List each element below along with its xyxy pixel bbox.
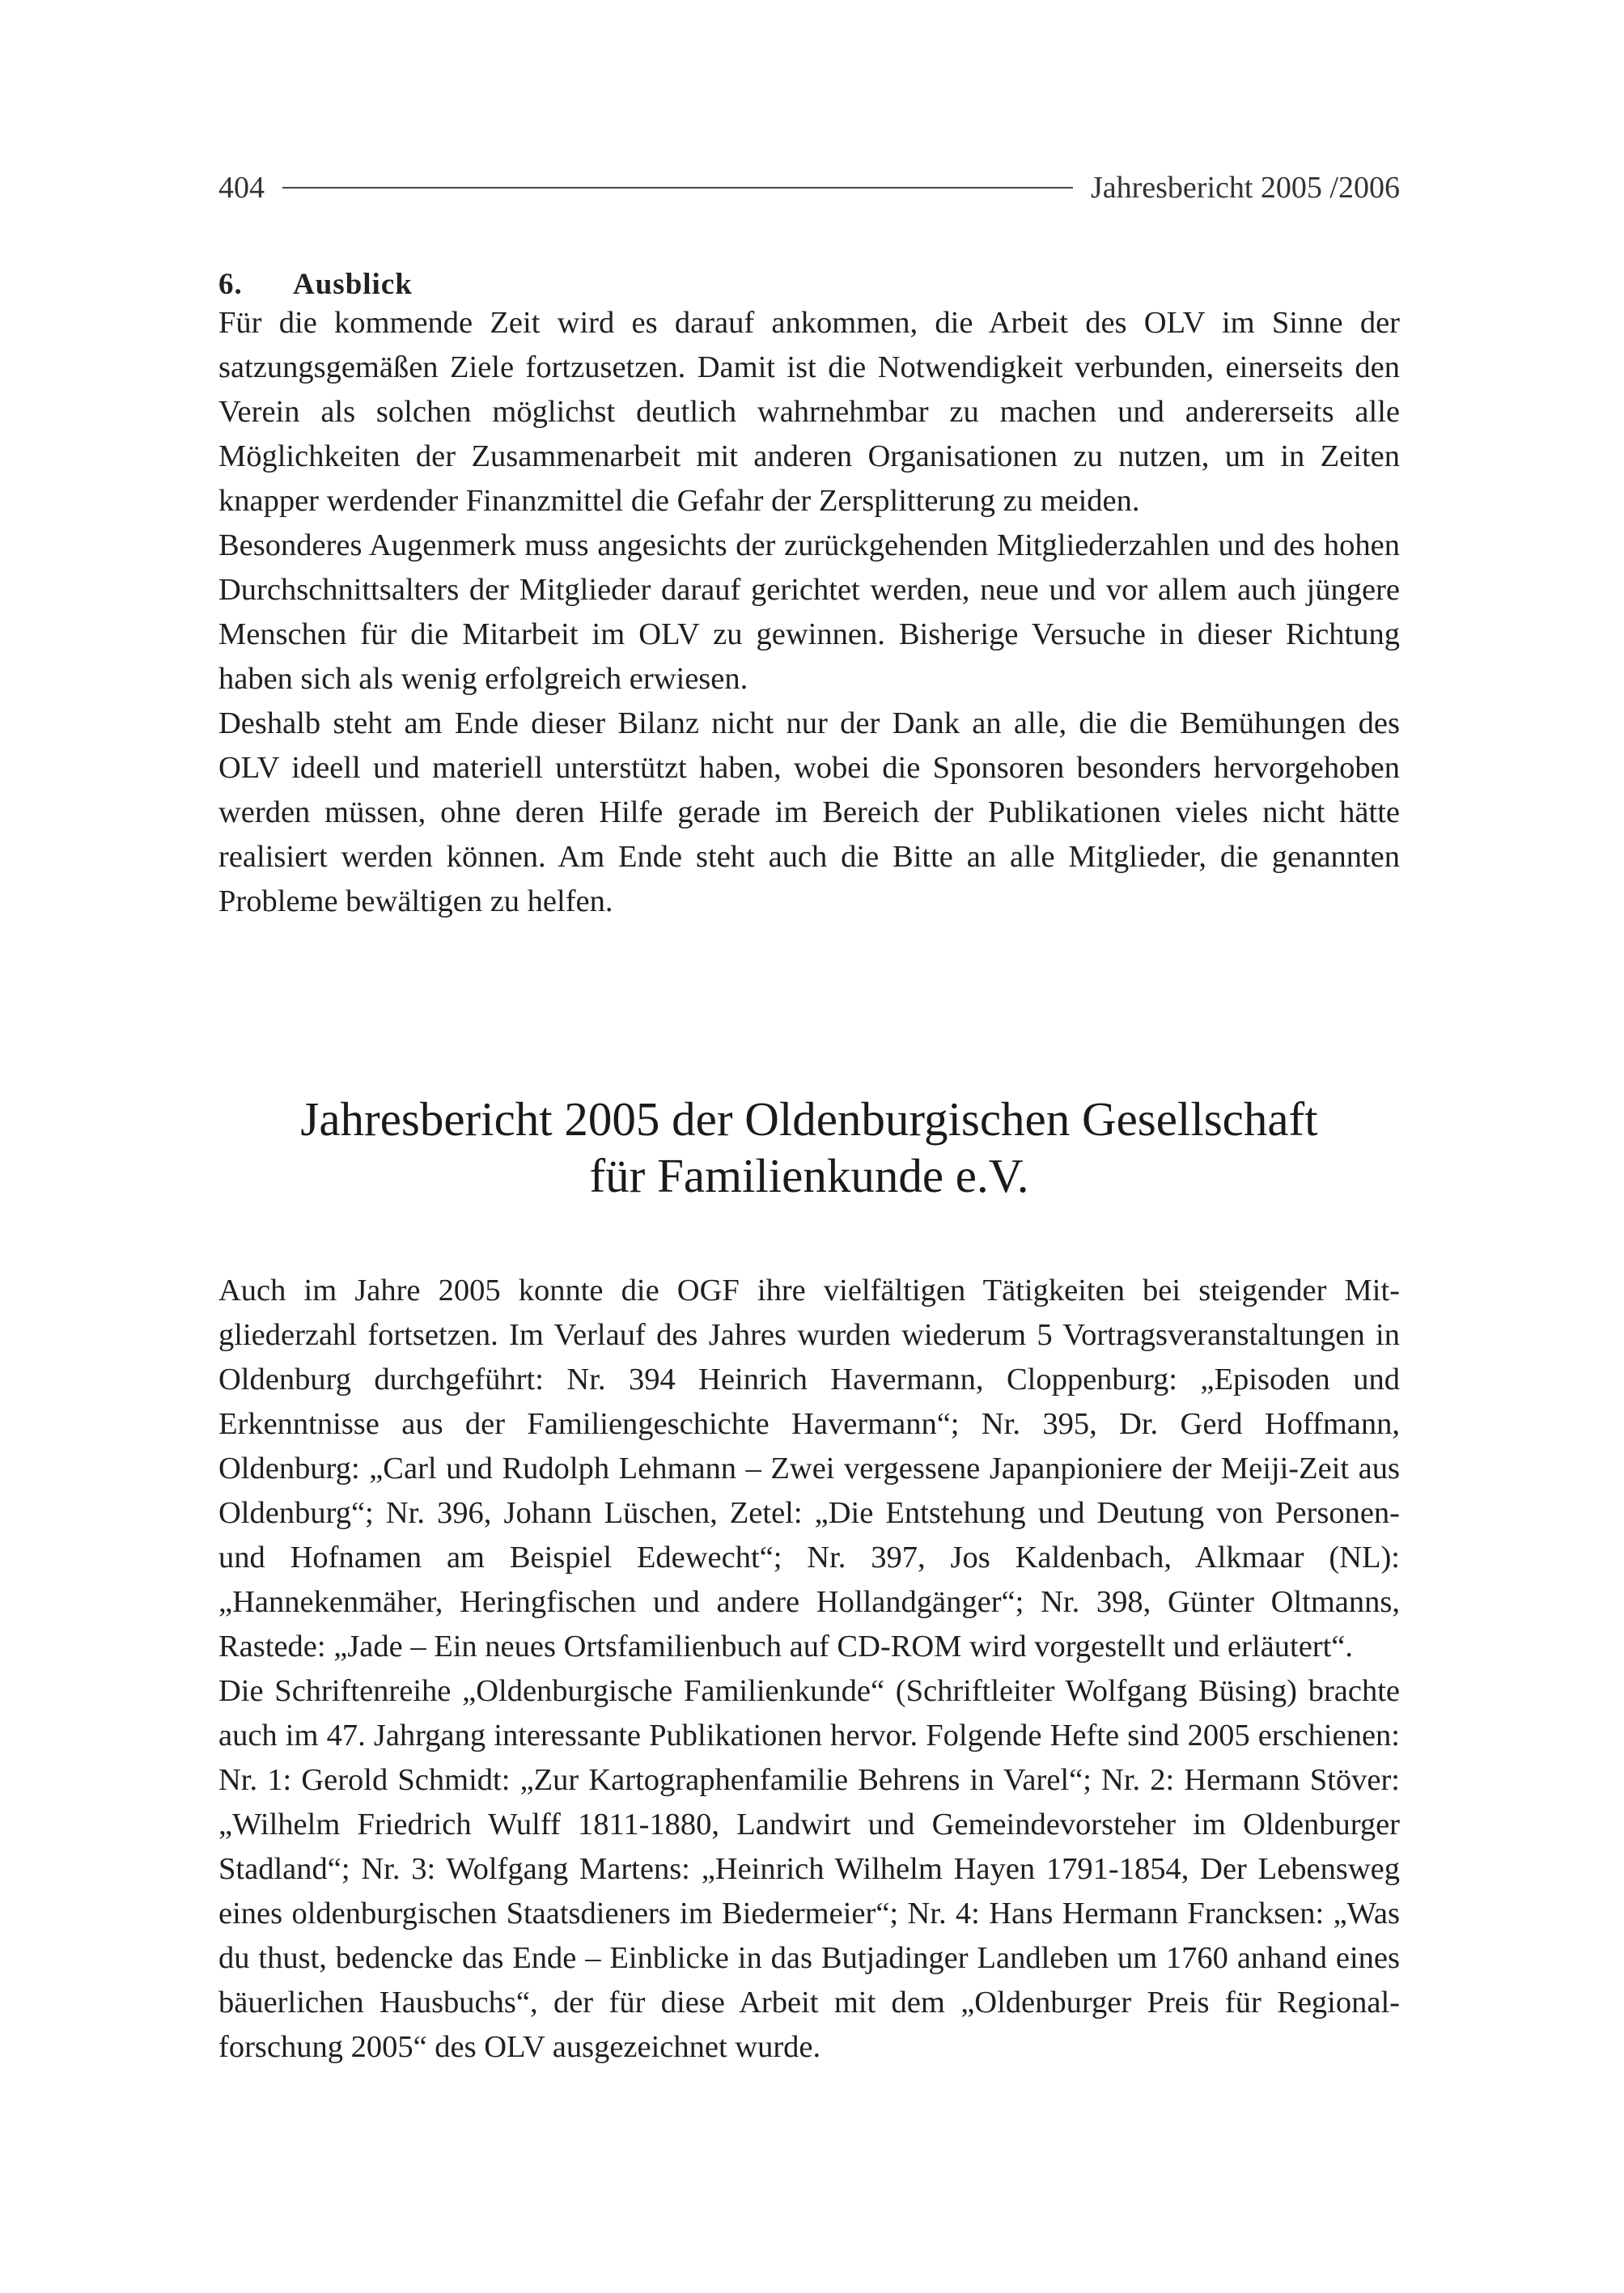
paragraph: Auch im Jahre 2005 konnte die OGF ihre vielfältigen Tätigkeiten bei steigender Mitgliederzahl fortsetzen. Im Verlauf des Jahres wurden wiederum 5 Vortragsveranstaltungen in Oldenburg durchgeführt: Nr. 394 Heinrich Havermann, Cloppenburg: „Episoden und Erkenntnisse aus der Familiengeschichte Havermann“; Nr. 395, Dr. Gerd Hoffmann, Oldenburg: „Carl und Rudolph Lehmann – Zwei vergessene Japanpioniere der Meiji-Zeit aus Oldenburg“; Nr. 396, Johann Lüschen, Zetel: „Die Entstehung und Deutung von Personen- und Hofnamen am Beispiel Edewecht“; Nr. 397, Jos Kaldenbach, Alkmaar (NL): „Hannekenmäher, Heringfischen und andere Hollandgänger“; Nr. 398, Günter Oltmanns, Rastede: „Jade – Ein neues Ortsfamilienbuch auf CD-ROM wird vorgestellt und erläutert“. <box>218 1274 1400 1664</box>
paragraph: Besonderes Augenmerk muss angesichts der zurückgehenden Mitgliederzahlen und des hohen Durchschnittsalters der Mitglieder darauf gerichtet werden, neue und vor allem auch jüngere Menschen für die Mitarbeit im OLV zu gewinnen. Bisherige Versuche in dieser Richtung haben sich als wenig erfolgreich erwiesen. <box>218 528 1400 696</box>
paragraph: Die Schriftenreihe „Oldenburgische Familienkunde“ (Schriftleiter Wolfgang Büsing) brachte auch im 47. Jahrgang interessante Publikationen hervor. Folgende Hefte sind 2005 erschienen: Nr. 1: Gerold Schmidt: „Zur Kartographenfamilie Behrens in Varel“; Nr. 2: Hermann Stöver: „Wilhelm Friedrich Wulff 1811-1880, Landwirt und Gemeindevorsteher im Oldenburger Stadland“; Nr. 3: Wolfgang Martens: „Heinrich Wilhelm Hayen 1791-1854, Der Lebensweg eines oldenburgischen Staatsdieners im Biedermeier“; Nr. 4: Hans Hermann Francksen: „Was du thust, bedencke das Ende – Einblicke in das Butjadinger Landleben um 1760 anhand eines bäuerlichen Hausbuchs“, der für diese Arbeit mit dem „Oldenburger Preis für Regionalforschung 2005“ des OLV ausgezeichnet wurde. <box>218 1674 1400 2064</box>
page-number: 404 <box>218 171 265 205</box>
report-body <box>218 1269 1400 2070</box>
section-body <box>218 301 1400 924</box>
running-title: Jahresbericht 2005 /2006 <box>1090 171 1400 205</box>
paragraph: Deshalb steht am Ende dieser Bilanz nicht nur der Dank an alle, die die Bemühungen des OLV ideell und materiell unterstützt haben, wobei die Sponsoren besonders hervorgehoben werden müssen, ohne deren Hilfe gerade im Bereich der Publikationen vieles nicht hätte realisiert werden können. Am Ende steht auch die Bitte an alle Mitglieder, die genannten Probleme bewältigen zu helfen. <box>218 706 1400 918</box>
report-title <box>218 1091 1400 1204</box>
report-title-line: Jahresbericht 2005 der Oldenburgischen Gesellschaft <box>300 1092 1318 1146</box>
section-number: 6. <box>218 268 243 301</box>
report-title-line: für Familienkunde e.V. <box>589 1149 1029 1202</box>
paragraph: Für die kommende Zeit wird es darauf ankommen, die Arbeit des OLV im Sinne der satzungsgemäßen Ziele fortzusetzen. Damit ist die Notwendigkeit verbunden, einerseits den Verein als solchen möglichst deutlich wahrnehmbar zu machen und andererseits alle Möglichkeiten der Zusammenarbeit mit anderen Organisationen zu nutzen, um in Zeiten knapper werdender Finanzmittel die Gefahr der Zersplitterung zu meiden. <box>218 306 1400 518</box>
header-rule <box>282 187 1073 189</box>
running-header <box>218 165 1400 210</box>
section-heading <box>218 267 413 302</box>
section-title: Ausblick <box>293 268 413 301</box>
